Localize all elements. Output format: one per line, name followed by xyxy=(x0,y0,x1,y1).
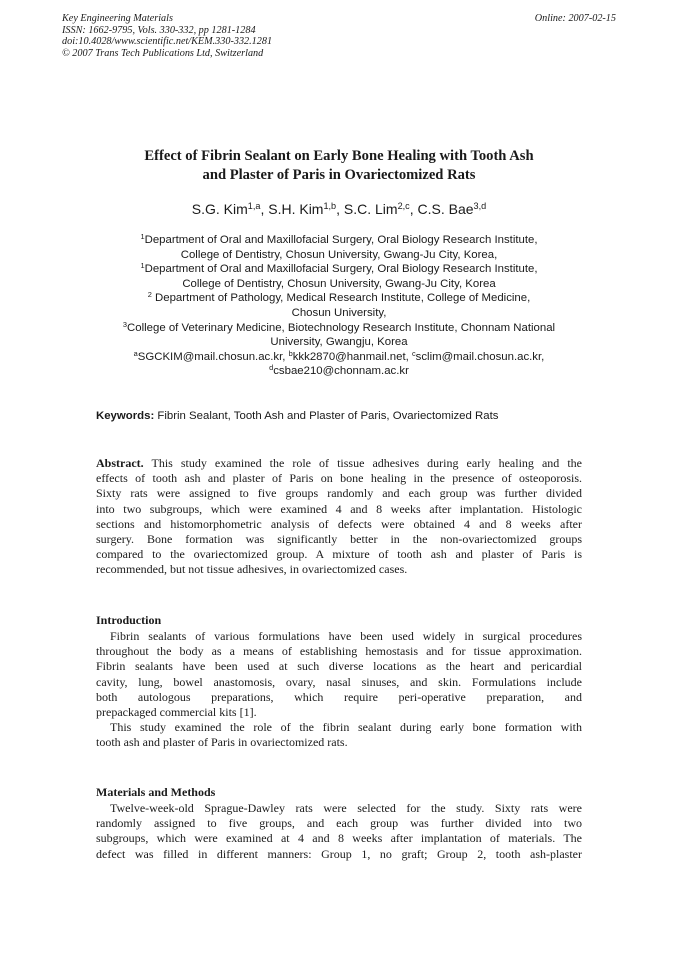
keywords-text: Fibrin Sealant, Tooth Ash and Plaster of Paris, Ovariectomized Rats xyxy=(154,410,499,422)
affil-sup: 1 xyxy=(140,261,145,271)
author-name: S.C. Lim xyxy=(343,201,398,217)
affiliations xyxy=(86,233,592,379)
intro-line: Fibrin sealants have been used at such diverse locations as the heart and pericardial xyxy=(96,659,582,674)
intro-line: This study examined the role of the fibrin sealant during early bone formation with xyxy=(110,720,582,735)
affiliation-line xyxy=(86,233,592,248)
journal-name: Key Engineering Materials xyxy=(62,13,173,24)
methods-heading: Materials and Methods xyxy=(96,785,216,799)
abstract xyxy=(96,456,582,578)
intro-line: tooth ash and plaster of Paris in ovariectomized rats. xyxy=(96,735,348,750)
email-sup: a xyxy=(133,348,138,358)
abstract-line: Sixty rats were assigned to five groups randomly and each group was further divided xyxy=(96,486,582,501)
affil-text: Department of Oral and Maxillofacial Surgery, Oral Biology Research Institute, xyxy=(144,234,538,246)
introduction-heading: Introduction xyxy=(96,613,162,627)
author-name: C.S. Bae xyxy=(417,201,474,217)
abstract-line: surgery. Bone formation was significantly better in the non-ovariectomized groups xyxy=(96,532,582,547)
email-line xyxy=(86,350,592,365)
abstract-line: compared to the ovariectomized group. A mixture of tooth ash and plaster of Paris is xyxy=(96,547,582,562)
methods-line: subgroups, which were examined at 4 and 8 weeks after implantation of materials. The xyxy=(96,831,582,846)
author-list xyxy=(96,200,582,218)
affiliation-line: College of Dentistry, Chosun University, Gwang-Ju City, Korea, xyxy=(180,248,498,261)
email-sup: b xyxy=(288,348,293,358)
affiliation-line xyxy=(86,262,592,277)
author-affil-sup: 2,c xyxy=(397,201,410,211)
email-link[interactable]: sclim@mail.chosun.ac.kr, xyxy=(415,350,545,363)
abstract-line: into two subgroups, which were examined 4 and 8 weeks after implantation. Histologic xyxy=(96,501,582,516)
affiliation-line: University, Gwangju, Korea xyxy=(270,336,408,349)
online-date: Online: 2007-02-15 xyxy=(534,13,616,24)
intro-line: cavity, lung, bowel anastomosis, ovary, nasal sinuses, and skin. Formulations include xyxy=(96,674,582,689)
methods-line: randomly assigned to five groups, and each group was further divided into two xyxy=(96,816,582,831)
keywords xyxy=(96,409,582,423)
introduction-body xyxy=(96,629,582,751)
author-affil-sup: 3,d xyxy=(473,201,487,211)
email-link[interactable]: SGCKIM@mail.chosun.ac.kr, xyxy=(137,350,289,363)
methods-body xyxy=(96,801,582,862)
intro-line: prepackaged commercial kits [1]. xyxy=(96,705,257,720)
author-affil-sup: 1,a xyxy=(247,201,261,211)
affil-sup: 2 xyxy=(147,290,152,300)
abstract-line: sections and histomorphometric analysis of defects were obtained 4 and 8 weeks after xyxy=(96,516,582,531)
journal-doi[interactable]: doi:10.4028/www.scientific.net/KEM.330-332.1281 xyxy=(62,36,273,48)
author-separator: , xyxy=(336,201,344,217)
affiliation-line: Chosun University, xyxy=(291,306,387,319)
abstract-label: Abstract. xyxy=(96,456,144,470)
paper-title xyxy=(96,147,582,185)
affil-text: Department of Pathology, Medical Research Institute, College of Medicine, xyxy=(151,292,531,305)
author-affil-sup: 1,b xyxy=(323,201,337,211)
journal-copyright: © 2007 Trans Tech Publications Ltd, Switzerland xyxy=(62,47,264,59)
methods-line: defect was filled in different manners: Group 1, no graft; Group 2, tooth ash-plaster xyxy=(96,846,582,861)
keywords-label: Keywords: xyxy=(96,410,155,422)
affil-sup: 3 xyxy=(122,319,128,329)
intro-line: both autologous preparations, which require peri-operative preparation, and xyxy=(96,689,582,704)
affil-text: Department of Oral and Maxillofacial Surgery, Oral Biology Research Institute, xyxy=(144,263,538,276)
email-sup: c xyxy=(411,348,416,358)
abstract-text: This study examined the role of tissue adhesives during early healing and the xyxy=(143,456,582,470)
abstract-line xyxy=(96,456,582,471)
title-line-1: Effect of Fibrin Sealant on Early Bone Healing with Tooth Ash xyxy=(144,148,534,164)
methods-line: Twelve-week-old Sprague-Dawley rats were selected for the study. Sixty rats were xyxy=(110,801,582,815)
email-sup: d xyxy=(269,363,274,373)
email-link[interactable]: kkk2870@hanmail.net, xyxy=(292,350,412,363)
journal-issn: ISSN: 1662-9795, Vols. 330-332, pp 1281-1284 xyxy=(62,24,256,36)
email-link[interactable]: csbae210@chonnam.ac.kr xyxy=(273,365,409,378)
abstract-line: recommended, but not tissue adhesives, in ovariectomized cases. xyxy=(96,562,408,577)
author-name: S.H. Kim xyxy=(268,201,324,217)
title-line-2: and Plaster of Paris in Ovariectomized Rats xyxy=(202,167,476,183)
intro-line: Fibrin sealants of various formulations have been used widely in surgical procedures xyxy=(110,629,582,643)
journal-header xyxy=(62,13,272,59)
affiliation-line xyxy=(86,291,592,306)
affil-sup: 1 xyxy=(140,231,145,241)
author-name: S.G. Kim xyxy=(191,201,248,217)
abstract-line: effects of tooth ash and plaster of Paris on bone healing in the presence of osteoporosis. xyxy=(96,471,582,486)
affiliation-line xyxy=(86,321,592,336)
author-separator: , xyxy=(260,201,269,217)
email-line xyxy=(86,364,592,379)
intro-line: throughout the body as a means of establishing hemostasis and for tissue approximation. xyxy=(96,644,582,659)
author-separator: , xyxy=(409,201,418,217)
affil-text: College of Veterinary Medicine, Biotechnology Research Institute, Chonnam National xyxy=(127,321,556,334)
affiliation-line: College of Dentistry, Chosun University, Gwang-Ju City, Korea xyxy=(182,277,496,290)
